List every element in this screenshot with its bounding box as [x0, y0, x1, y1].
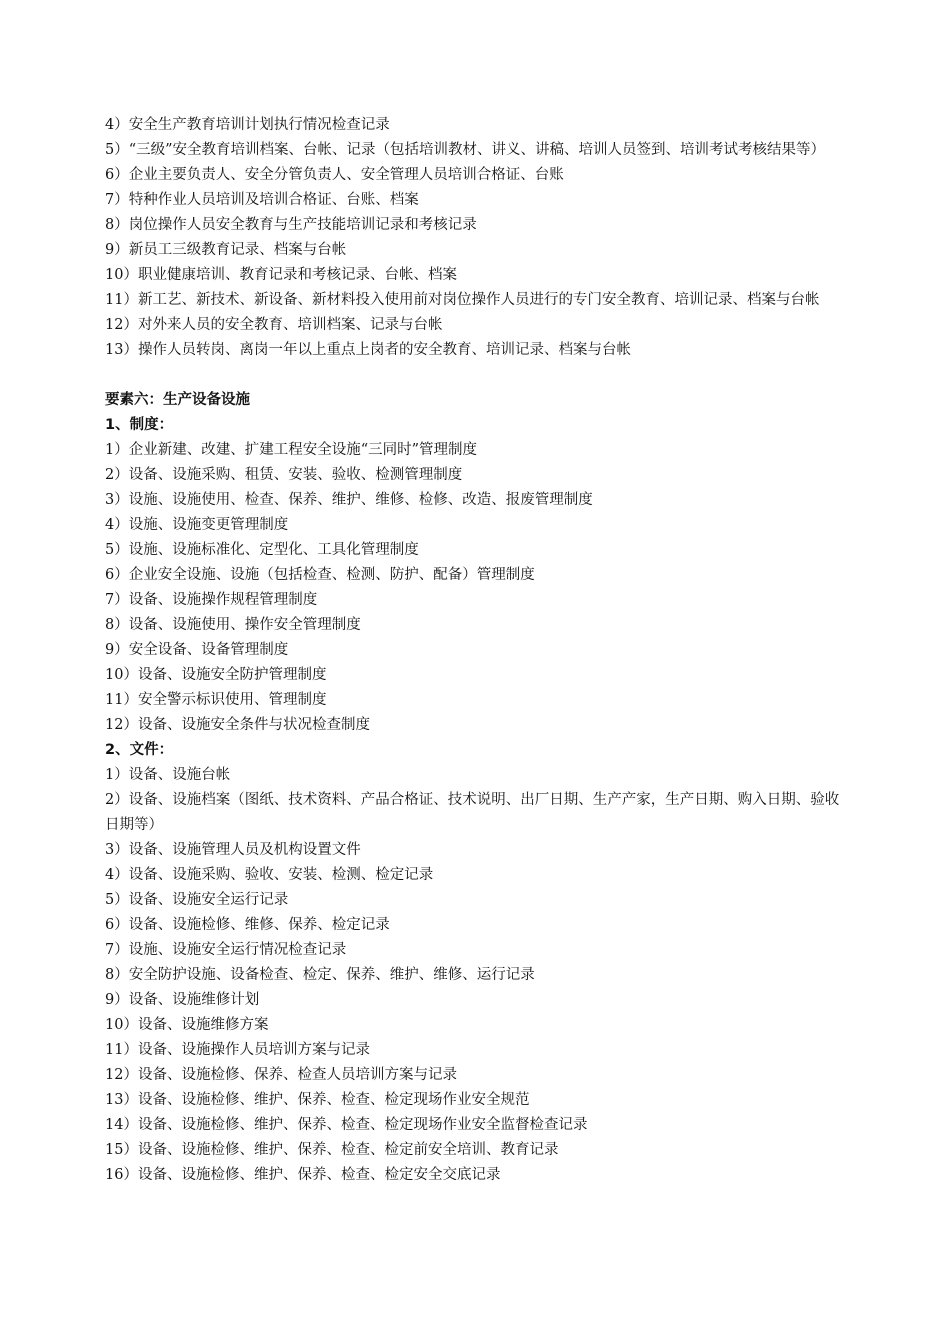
list-item: 10）设备、设施安全防护管理制度	[105, 667, 327, 683]
list-item: 6）企业主要负责人、安全分管负责人、安全管理人员培训合格证、台账	[105, 167, 564, 183]
list-item: 14）设备、设施检修、维护、保养、检查、检定现场作业安全监督检查记录	[105, 1117, 588, 1133]
list-item: 8）岗位操作人员安全教育与生产技能培训记录和考核记录	[105, 217, 477, 233]
list-item: 7）特种作业人员培训及培训合格证、台账、档案	[105, 192, 419, 208]
list-item: 11）安全警示标识使用、管理制度	[105, 692, 327, 708]
list-item: 7）设施、设施安全运行情况检查记录	[105, 942, 347, 958]
subsection-heading-systems: 1、制度：	[105, 417, 174, 433]
list-item: 12）设备、设施安全条件与状况检查制度	[105, 717, 370, 733]
list-item: 6）企业安全设施、设施（包括检查、检测、防护、配备）管理制度	[105, 567, 535, 583]
spacer	[105, 363, 850, 388]
list-item: 5）设施、设施标准化、定型化、工具化管理制度	[105, 542, 419, 558]
list-item: 6）设备、设施检修、维修、保养、检定记录	[105, 917, 390, 933]
list-item: 5）“三级”安全教育培训档案、台帐、记录（包括培训教材、讲义、讲稿、培训人员签到、培训考试考核结果等）	[105, 142, 826, 158]
list-item: 10）设备、设施维修方案	[105, 1017, 269, 1033]
list-item: 4）设施、设施变更管理制度	[105, 517, 289, 533]
list-item: 9）设备、设施维修计划	[105, 992, 260, 1008]
list-item: 11）新工艺、新技术、新设备、新材料投入使用前对岗位操作人员进行的专门安全教育、培训记录、档案与台帐	[105, 292, 820, 308]
list-item: 1）企业新建、改建、扩建工程安全设施“三同时”管理制度	[105, 442, 478, 458]
list-item: 4）设备、设施采购、验收、安装、检测、检定记录	[105, 867, 434, 883]
list-item: 9）新员工三级教育记录、档案与台帐	[105, 242, 347, 258]
list-item: 7）设备、设施操作规程管理制度	[105, 592, 318, 608]
list-item: 10）职业健康培训、教育记录和考核记录、台帐、档案	[105, 267, 457, 283]
list-item: 13）设备、设施检修、维护、保养、检查、检定现场作业安全规范	[105, 1092, 530, 1108]
list-item: 3）设备、设施管理人员及机构设置文件	[105, 842, 361, 858]
list-item: 8）安全防护设施、设备检查、检定、保养、维护、维修、运行记录	[105, 967, 535, 983]
list-item: 2）设备、设施采购、租赁、安装、验收、检测管理制度	[105, 467, 463, 483]
document-body	[105, 113, 850, 1188]
list-item: 15）设备、设施检修、维护、保养、检查、检定前安全培训、教育记录	[105, 1142, 559, 1158]
list-item: 3）设施、设施使用、检查、保养、维护、维修、检修、改造、报废管理制度	[105, 492, 593, 508]
list-item: 2）设备、设施档案（图纸、技术资料、产品合格证、技术说明、出厂日期、生产产家，生产日期、购入日期、验收日期等）	[105, 792, 840, 833]
list-item: 4）安全生产教育培训计划执行情况检查记录	[105, 117, 390, 133]
list-item: 9）安全设备、设备管理制度	[105, 642, 289, 658]
list-item: 5）设备、设施安全运行记录	[105, 892, 289, 908]
list-item: 12）对外来人员的安全教育、培训档案、记录与台帐	[105, 317, 443, 333]
section-title: 要素六：生产设备设施	[105, 392, 250, 408]
list-item: 16）设备、设施检修、维护、保养、检查、检定安全交底记录	[105, 1167, 501, 1183]
subsection-heading-files: 2、文件：	[105, 742, 174, 758]
list-item: 8）设备、设施使用、操作安全管理制度	[105, 617, 361, 633]
list-item: 12）设备、设施检修、保养、检查人员培训方案与记录	[105, 1067, 457, 1083]
list-item: 13）操作人员转岗、离岗一年以上重点上岗者的安全教育、培训记录、档案与台帐	[105, 342, 631, 358]
list-item: 1）设备、设施台帐	[105, 767, 231, 783]
list-item: 11）设备、设施操作人员培训方案与记录	[105, 1042, 370, 1058]
